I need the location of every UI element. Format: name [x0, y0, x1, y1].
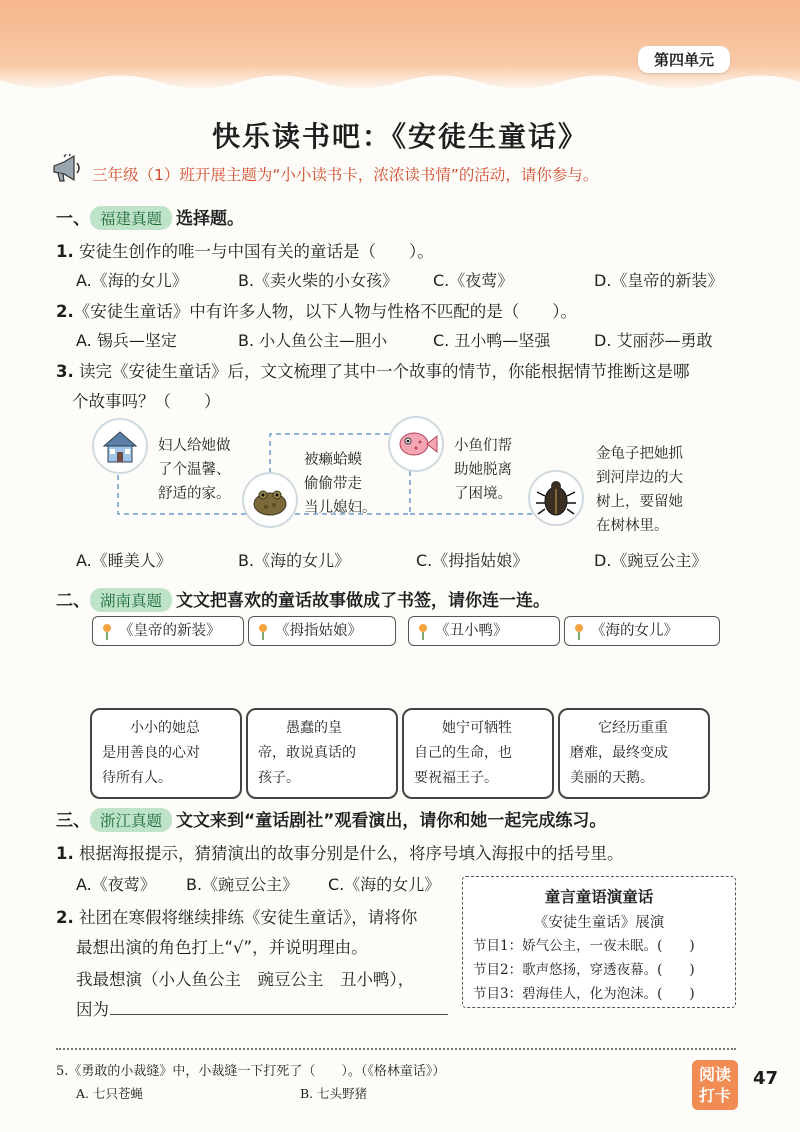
footer-divider	[56, 1048, 736, 1050]
s1-q1-opt-a: A.《海的女儿》	[76, 271, 188, 290]
s3-q1-opt-c: C.《海的女儿》	[328, 875, 441, 894]
section3-title: 文文来到“童话剧社”观看演出，请你和她一起完成练习。	[176, 811, 607, 831]
s1-q1: 1. 安徒生创作的唯一与中国有关的童话是（ ）。	[56, 242, 434, 261]
poster	[462, 876, 736, 1008]
section1-heading	[56, 204, 244, 230]
story-card-4: 金龟子把她抓 到河岸边的大 树上，要留她 在树林里。	[596, 446, 683, 534]
poster-title: 童言童语演童话	[544, 888, 654, 906]
section2-tag: 湖南真题	[90, 588, 172, 612]
megaphone-icon	[50, 154, 84, 184]
bookmark-2: 《拇指姑娘》	[248, 616, 396, 646]
s1-q3-opt-d: D.《豌豆公主》	[594, 551, 708, 570]
section2-title: 文文把喜欢的童话故事做成了书签，请你连一连。	[176, 591, 551, 611]
story-card-2: 被癞蛤蟆 偷偷带走 当儿媳妇。	[304, 452, 377, 516]
header-wave	[0, 70, 800, 100]
poster-subtitle: 《安徒生童话》展演	[533, 915, 665, 931]
bookmark-4: 《海的女儿》	[564, 616, 720, 646]
s1-q3-line1: 3. 读完《安徒生童话》后，文文梳理了其中一个故事的情节，你能根据情节推断这是哪	[56, 362, 690, 381]
s1-q2-opt-c: C. 丑小鸭—坚强	[433, 331, 551, 350]
description-card-1: 小小的她总 是用善良的心对 待所有人。	[90, 708, 242, 799]
section3-tag: 浙江真题	[90, 808, 172, 832]
poster-item-1: 节目1：娇气公主，一夜未眠。( )	[473, 938, 695, 954]
story-card-3: 小鱼们帮 助她脱离 了困境。	[454, 438, 512, 502]
flower-icon	[255, 621, 271, 641]
section3-heading: 三、 浙江真题 文文来到“童话剧社”观看演出，请你和她一起完成练习。	[56, 806, 606, 832]
s1-q1-opt-c: C.《夜莺》	[433, 271, 514, 290]
s1-q3-opt-a: A.《睡美人》	[76, 551, 172, 570]
bookmark-3: 《丑小鸭》	[408, 616, 560, 646]
story-card-1: 妇人给她做 了个温馨、 舒适的家。	[158, 438, 231, 502]
intro-text: 三年级（1）班开展主题为“小小读书卡，浓浓读书情”的活动，请你参与。	[92, 166, 599, 184]
s3-q2-line2: 最想出演的角色打上“√”，并说明理由。	[76, 938, 368, 957]
s3-q2-line1: 2. 社团在寒假将继续排练《安徒生童话》，请将你	[56, 908, 418, 927]
s3-q1-opt-b: B.《豌豆公主》	[186, 875, 299, 894]
section1-title: 选择题。	[176, 209, 245, 229]
poster-item-2: 节目2：歌声悠扬，穿透夜幕。( )	[473, 962, 695, 978]
toad-icon	[242, 472, 298, 528]
s1-q2-opt-a: A. 锡兵—坚定	[76, 331, 177, 350]
s1-q1-opt-d: D.《皇帝的新装》	[594, 271, 724, 290]
s3-q2-line4: 因为	[76, 1000, 109, 1019]
section1-prefix: 一、	[56, 209, 90, 229]
fish-icon	[388, 416, 444, 472]
section1-tag: 福建真题	[90, 206, 172, 230]
s1-q3-opt-b: B.《海的女儿》	[238, 551, 351, 570]
description-card-4: 它经历重重 磨难，最终变成 美丽的天鹅。	[558, 708, 710, 799]
page-number: 47	[752, 1068, 778, 1089]
page-title: 快乐读书吧：《安徒生童话》	[211, 120, 588, 153]
answer-line[interactable]	[110, 1014, 448, 1015]
flower-icon	[415, 621, 431, 641]
footer-option-b: B. 七头野猪	[300, 1086, 368, 1101]
s3-q1: 1. 根据海报提示，猜猜演出的故事分别是什么，将序号填入海报中的括号里。	[56, 844, 624, 863]
bookmark-1: 《皇帝的新装》	[92, 616, 244, 646]
description-card-3: 她宁可牺牲 自己的生命，也 要祝福王子。	[402, 708, 554, 799]
footer-question: 5.《勇敢的小裁缝》中，小裁缝一下打死了（ ）。（《格林童话》）	[56, 1064, 446, 1079]
s1-q2-opt-b: B. 小人鱼公主—胆小	[238, 331, 388, 350]
flower-icon	[99, 621, 115, 641]
poster-item-3: 节目3：碧海佳人，化为泡沫。( )	[473, 986, 695, 1002]
s1-q3-opt-c: C.《拇指姑娘》	[416, 551, 529, 570]
s1-q2: 2.《安徒生童话》中有许多人物，以下人物与性格不匹配的是（ ）。	[56, 302, 577, 321]
s3-q2-line3: 我最想演（小人鱼公主 豌豆公主 丑小鸭），	[76, 970, 415, 989]
s1-q2-opt-d: D. 艾丽莎—勇敢	[594, 331, 713, 350]
s3-q1-opt-a: A.《夜莺》	[76, 875, 156, 894]
description-card-2: 愚蠢的皇 帝，敢说真话的 孩子。	[246, 708, 398, 799]
poster-items	[473, 934, 735, 1006]
flower-icon	[571, 621, 587, 641]
reading-checkin-badge: 阅读 打卡	[692, 1060, 738, 1110]
footer-option-a: A. 七只苍蝇	[76, 1086, 143, 1101]
beetle-icon	[528, 470, 584, 526]
unit-label: 第四单元	[638, 46, 730, 73]
s1-q1-opt-b: B.《卖火柴的小女孩》	[238, 271, 399, 290]
s1-q3-line2: 个故事吗？（ ）	[72, 392, 221, 411]
house-icon	[92, 418, 148, 474]
section2-heading: 二、 湖南真题 文文把喜欢的童话故事做成了书签，请你连一连。	[56, 586, 550, 612]
